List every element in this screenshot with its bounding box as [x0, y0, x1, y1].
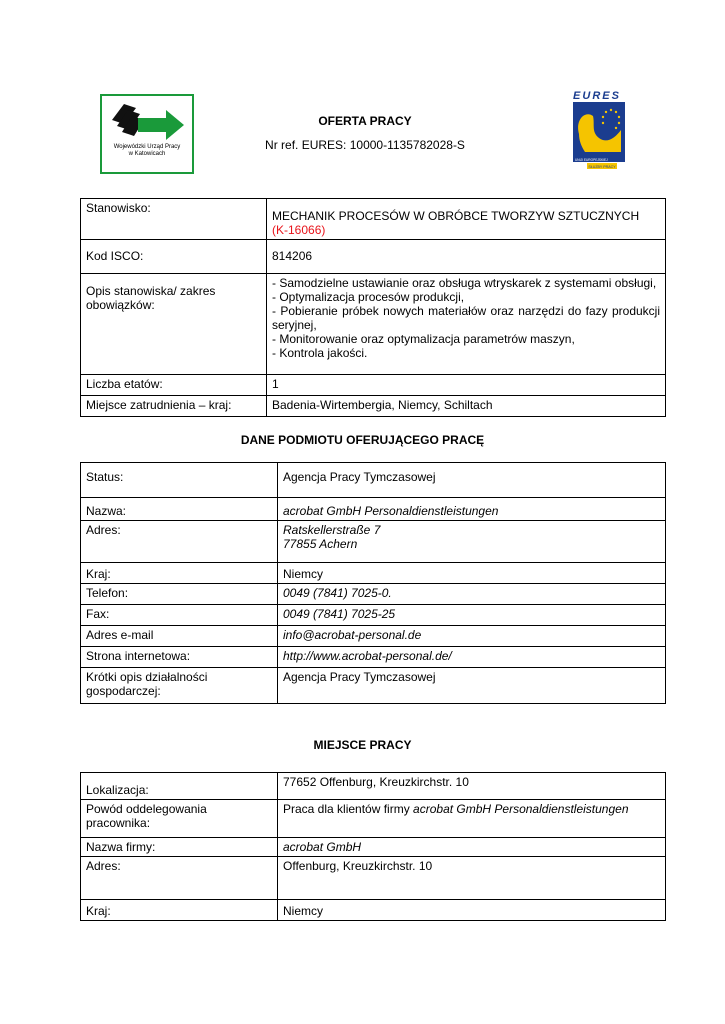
- table-row: [81, 584, 666, 605]
- position-value: MECHANIK PROCESÓW W OBRÓBCE TWORZYW SZTUCZNYCH: [272, 209, 640, 223]
- address-line-1: Ratskellerstraße 7: [283, 523, 381, 537]
- wup-caption: Wojewódzki Urząd Pracy w Katowicach: [113, 144, 181, 157]
- table-row: [81, 626, 666, 647]
- arrow-logo-icon: [102, 98, 192, 144]
- place-label: Miejsce zatrudnienia – kraj:: [81, 396, 267, 417]
- table-row: [81, 647, 666, 668]
- web-label: Strona internetowa:: [81, 647, 278, 668]
- address-value: [278, 521, 666, 563]
- company-label: Nazwa firmy:: [81, 838, 278, 857]
- eures-logo: [565, 90, 631, 174]
- table-row: [81, 463, 666, 498]
- isco-value: 814206: [267, 240, 666, 274]
- table-row: [81, 274, 666, 375]
- wup-logo: [100, 94, 194, 174]
- list-item: - Samodzielne ustawianie oraz obsługa wtryskarek z systemami obsługi,: [272, 276, 657, 290]
- eures-caption-2: SŁUŻBY PRACY: [588, 164, 616, 169]
- table-row: [81, 521, 666, 563]
- web-value[interactable]: http://www.acrobat-personal.de/: [278, 647, 666, 668]
- fax-label: Fax:: [81, 605, 278, 626]
- reason-prefix: Praca dla klientów firmy: [283, 802, 414, 816]
- location-value: 77652 Offenburg, Kreuzkirchstr. 10: [278, 773, 666, 800]
- table-row: [81, 838, 666, 857]
- table-row: [81, 375, 666, 396]
- address-line-2: 77855 Achern: [283, 537, 358, 551]
- reason-company: acrobat GmbH Personaldienstleistungen: [413, 802, 629, 816]
- address-label: Adres:: [81, 521, 278, 563]
- table-row: [81, 199, 666, 240]
- workplace-address-label: Adres:: [81, 857, 278, 900]
- activity-value: Agencja Pracy Tymczasowej: [278, 668, 666, 704]
- place-value: Badenia-Wirtembergia, Niemcy, Schiltach: [267, 396, 666, 417]
- workplace-table: [80, 772, 666, 921]
- list-item: - Monitorowanie oraz optymalizacja parametrów maszyn,: [272, 332, 575, 346]
- country-label: Kraj:: [81, 563, 278, 584]
- email-label: Adres e-mail: [81, 626, 278, 647]
- table-row: [81, 396, 666, 417]
- phone-value: 0049 (7841) 7025-0.: [278, 584, 666, 605]
- position-code: (K-16066): [272, 223, 326, 237]
- name-label: Nazwa:: [81, 498, 278, 521]
- list-item: - Kontrola jakości.: [272, 346, 368, 360]
- status-value: Agencja Pracy Tymczasowej: [278, 463, 666, 498]
- table-row: [81, 800, 666, 838]
- positions-label: Liczba etatów:: [81, 375, 267, 396]
- table-row: [81, 900, 666, 921]
- isco-label: Kod ISCO:: [81, 240, 267, 274]
- workplace-country-label: Kraj:: [81, 900, 278, 921]
- positions-value: 1: [267, 375, 666, 396]
- description-list: [267, 274, 666, 375]
- list-item: - Pobieranie próbek nowych materiałów oraz narzędzi do fazy produkcji seryjnej,: [272, 304, 660, 332]
- employer-section-title: DANE PODMIOTU OFERUJĄCEGO PRACĘ: [240, 433, 485, 447]
- table-row: [81, 240, 666, 274]
- table-row: [81, 605, 666, 626]
- fax-value: 0049 (7841) 7025-25: [278, 605, 666, 626]
- position-label: Stanowisko:: [81, 199, 267, 240]
- eures-caption-1: UNIJI EUROPEJSKIEJ: [575, 158, 608, 162]
- table-row: [81, 563, 666, 584]
- description-label: Opis stanowiska/ zakres obowiązków:: [81, 274, 267, 375]
- table-row: [81, 857, 666, 900]
- workplace-country-value: Niemcy: [278, 900, 666, 921]
- job-table: [80, 198, 666, 417]
- reason-label: Powód oddelegowania pracownika:: [81, 800, 278, 838]
- table-row: [81, 773, 666, 800]
- reason-value: [278, 800, 666, 838]
- position-cell: [267, 199, 666, 240]
- reference-number: Nr ref. EURES: 10000-1135782028-S: [265, 138, 465, 152]
- status-label: Status:: [81, 463, 278, 498]
- employer-table: [80, 462, 666, 704]
- activity-label: Krótki opis działalności gospodarczej:: [81, 668, 278, 704]
- list-item: - Optymalizacja procesów produkcji,: [272, 290, 465, 304]
- workplace-address-value: Offenburg, Kreuzkirchstr. 10: [278, 857, 666, 900]
- eures-wordmark: EURES: [573, 90, 621, 102]
- email-value[interactable]: info@acrobat-personal.de: [278, 626, 666, 647]
- company-value: acrobat GmbH: [278, 838, 666, 857]
- table-row: [81, 498, 666, 521]
- phone-label: Telefon:: [81, 584, 278, 605]
- workplace-section-title: MIEJSCE PRACY: [313, 738, 412, 752]
- page-title: OFERTA PRACY: [318, 114, 412, 128]
- table-row: [81, 668, 666, 704]
- location-label: Lokalizacja:: [81, 773, 278, 800]
- country-value: Niemcy: [278, 563, 666, 584]
- name-value: acrobat GmbH Personaldienstleistungen: [278, 498, 666, 521]
